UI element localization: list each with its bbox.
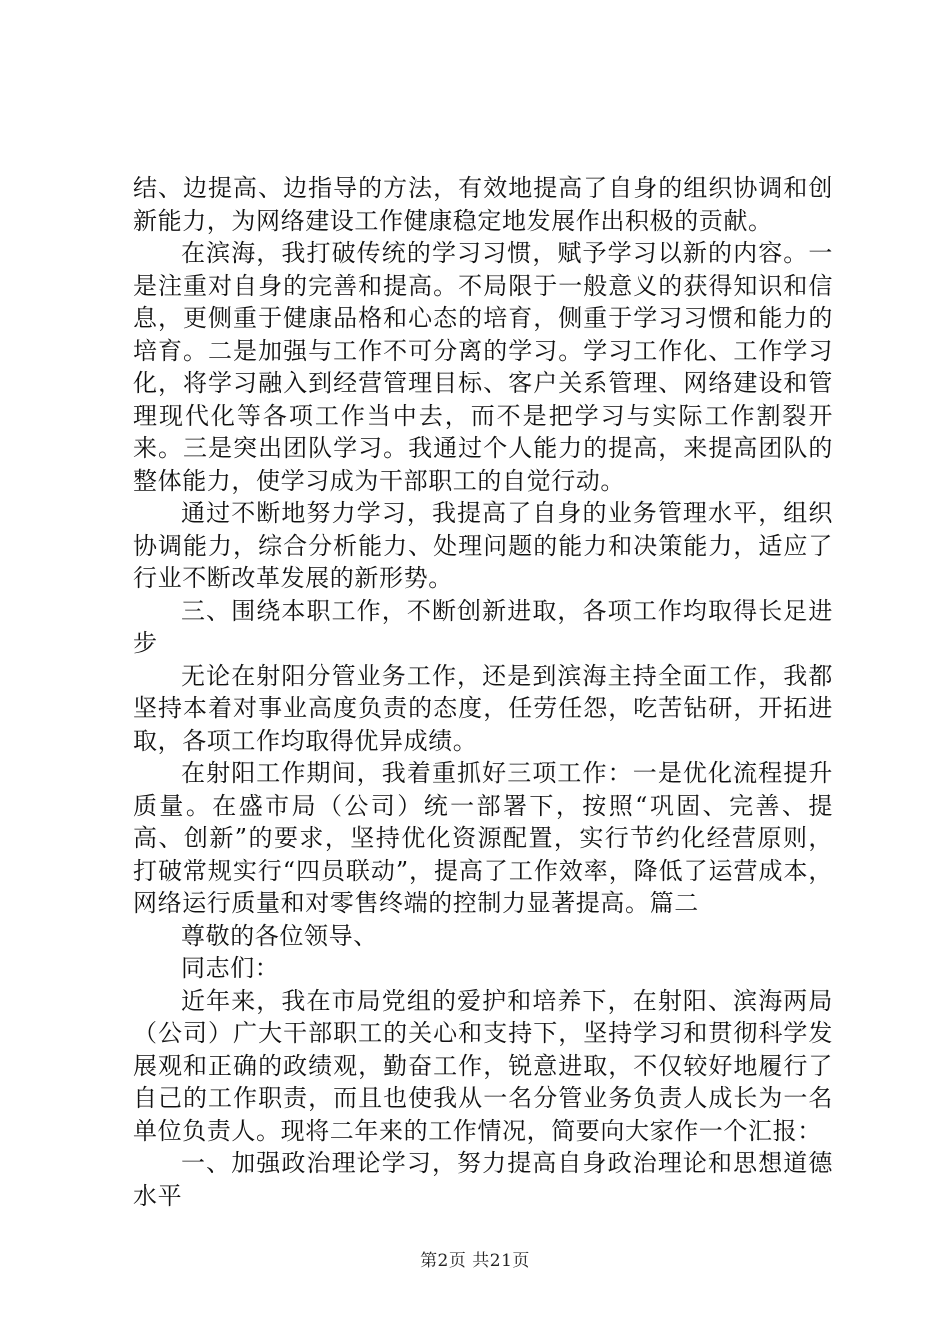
paragraph: 结、边提高、边指导的方法，有效地提高了自身的组织协调和创新能力，为网络建设工作健康稳定地发展作出积极的贡献。: [133, 174, 833, 235]
section-heading: 一、加强政治理论学习，努力提高自身政治理论和思想道德水平: [133, 1149, 833, 1210]
salutation: 同志们：: [181, 954, 280, 982]
page-number-footer: 第2页 共21页: [420, 1251, 530, 1271]
paragraph: 通过不断地努力学习，我提高了自身的业务管理水平，组织协调能力，综合分析能力、处理问题的能力和决策能力，适应了行业不断改革发展的新形势。: [133, 499, 833, 592]
paragraph: 在射阳工作期间，我着重抓好三项工作：一是优化流程提升质量。在盛市局（公司）统一部署下，按照“巩固、完善、提高、创新”的要求，坚持优化资源配置，实行节约化经营原则，打破常规实行“四员联动”，提高了工作效率，降低了运营成本，网络运行质量和对零售终端的控制力显著提高。篇二: [133, 759, 833, 917]
salutation: 尊敬的各位领导、: [181, 921, 378, 950]
document-body: [133, 172, 833, 1212]
paragraph: 近年来，我在市局党组的爱护和培养下，在射阳、滨海两局（公司）广大干部职工的关心和支持下，坚持学习和贯彻科学发展观和正确的政绩观，勤奋工作，锐意进取，不仅较好地履行了自己的工作职责，而且也使我从一名分管业务负责人成长为一名单位负责人。现将二年来的工作情况，简要向大家作一个汇报：: [133, 986, 833, 1145]
paragraph: 在滨海，我打破传统的学习习惯，赋予学习以新的内容。一是注重对自身的完善和提高。不局限于一般意义的获得知识和信息，更侧重于健康品格和心态的培育，侧重于学习习惯和能力的培育。二是加强与工作不可分离的学习。学习工作化、工作学习化，将学习融入到经营管理目标、客户关系管理、网络建设和管理现代化等各项工作当中去，而不是把学习与实际工作割裂开来。三是突出团队学习。我通过个人能力的提高，来提高团队的整体能力，使学习成为干部职工的自觉行动。: [133, 239, 833, 495]
paragraph: 无论在射阳分管业务工作，还是到滨海主持全面工作，我都坚持本着对事业高度负责的态度，任劳任怨，吃苦钻研，开拓进取，各项工作均取得优异成绩。: [133, 661, 833, 755]
section-heading: 三、围绕本职工作，不断创新进取，各项工作均取得长足进步: [133, 596, 833, 657]
